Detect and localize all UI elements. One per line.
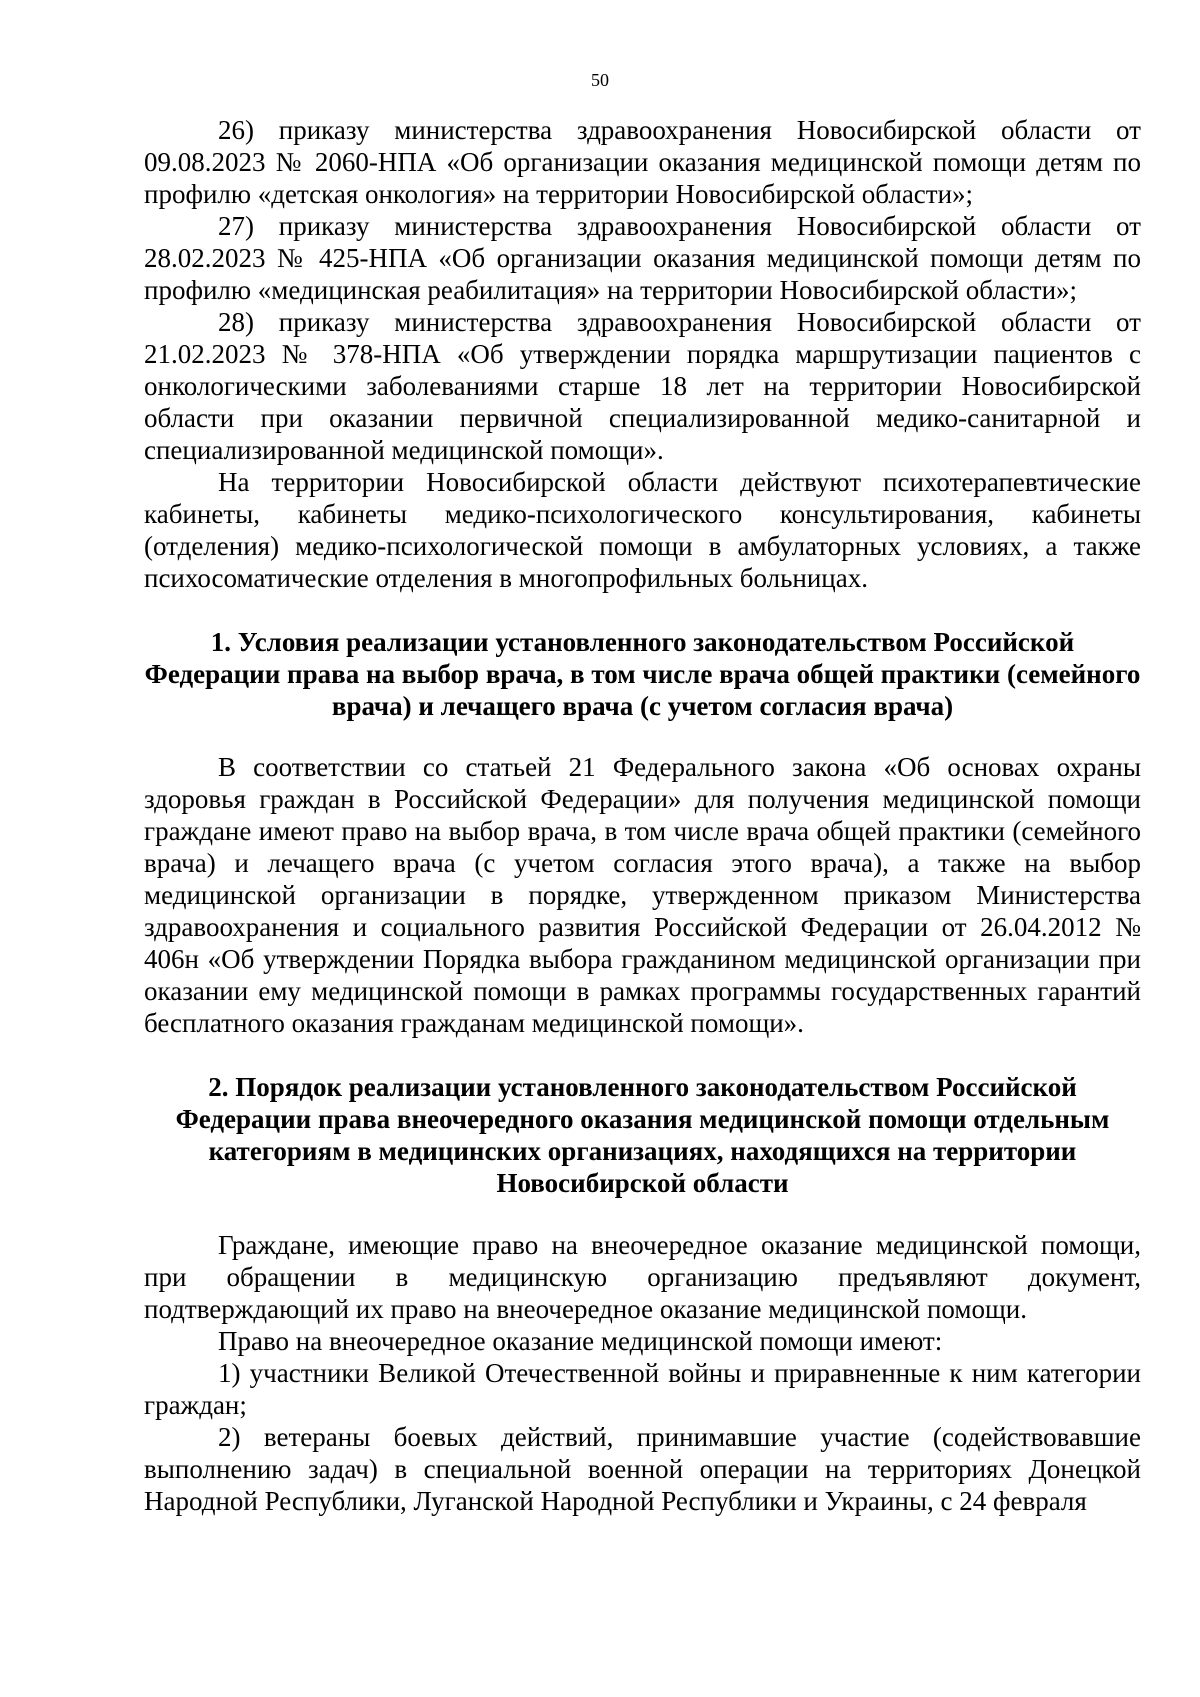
section-1-heading: 1. Условия реализации установленного законодательством Российской Федерации права на выбор врача, в том числе врача общей практики (семейного врача) и лечащего врача (с учетом согласия врача) <box>144 627 1141 721</box>
section-1-paragraph: В соответствии со статьей 21 Федерального закона «Об основах охраны здоровья граждан в Российской Федерации» для получения медицинской помощи граждане имеют право на выбор врача, в том числе врача общей практики (семейного врача) и лечащего врача (с учетом согласия этого врача), а также на выбор медицинской организации в порядке, утвержденном приказом Министерства здравоохранения и социального развития Российской Федерации от 26.04.2012 № 406н «Об утверждении Порядка выбора гражданином медицинской организации при оказании ему медицинской помощи в рамках программы государственных гарантий бесплатного оказания гражданам медицинской помощи». <box>144 752 1141 1038</box>
list-item-27: 27) приказу министерства здравоохранения Новосибирской области от 28.02.2023 № 425-НПА «Об организации оказания медицинской помощи детям по профилю «медицинская реабилитация» на территории Новосибирской области»; <box>144 211 1141 305</box>
section-2-heading: 2. Порядок реализации установленного законодательством Российской Федерации права внеочередного оказания медицинской помощи отдельным категориям в медицинских организациях, находящихся на территории Новосибирской области <box>175 1072 1110 1198</box>
page-number: 50 <box>591 70 609 90</box>
section-2-list-item-1: 1) участники Великой Отечественной войны и приравненные к ним категории граждан; <box>144 1358 1141 1420</box>
section-2-paragraph: Граждане, имеющие право на внеочередное оказание медицинской помощи, при обращении в медицинскую организацию предъявляют документ, подтверждающий их право на внеочередное оказание медицинской помощи. <box>144 1230 1141 1324</box>
document-body <box>144 114 1141 1517</box>
list-item-28: 28) приказу министерства здравоохранения Новосибирской области от 21.02.2023 № 378-НПА «Об утверждении порядка маршрутизации пациентов с онкологическими заболеваниями старше 18 лет на территории Новосибирской области при оказании первичной специализированной медико-санитарной и специализированной медицинской помощи». <box>144 307 1141 465</box>
spacer <box>144 1039 1141 1071</box>
section-2-list-item-2: 2) ветераны боевых действий, принимавшие участие (содействовавшие выполнению задач) в специальной военной операции на территориях Донецкой Народной Республики, Луганской Народной Республики и Украины, с 24 февраля <box>144 1422 1141 1516</box>
intro-paragraph: На территории Новосибирской области действуют психотерапевтические кабинеты, кабинеты медико-психологического консультирования, кабинеты (отделения) медико-психологической помощи в амбулаторных условиях, а также психосоматические отделения в многопрофильных больницах. <box>144 467 1141 593</box>
spacer <box>144 1199 1141 1229</box>
section-2-paragraph: Право на внеочередное оказание медицинской помощи имеют: <box>218 1326 943 1356</box>
spacer <box>144 722 1141 751</box>
spacer <box>144 594 1141 626</box>
list-item-26: 26) приказу министерства здравоохранения Новосибирской области от 09.08.2023 № 2060-НПА «Об организации оказания медицинской помощи детям по профилю «детская онкология» на территории Новосибирской области»; <box>144 115 1141 209</box>
